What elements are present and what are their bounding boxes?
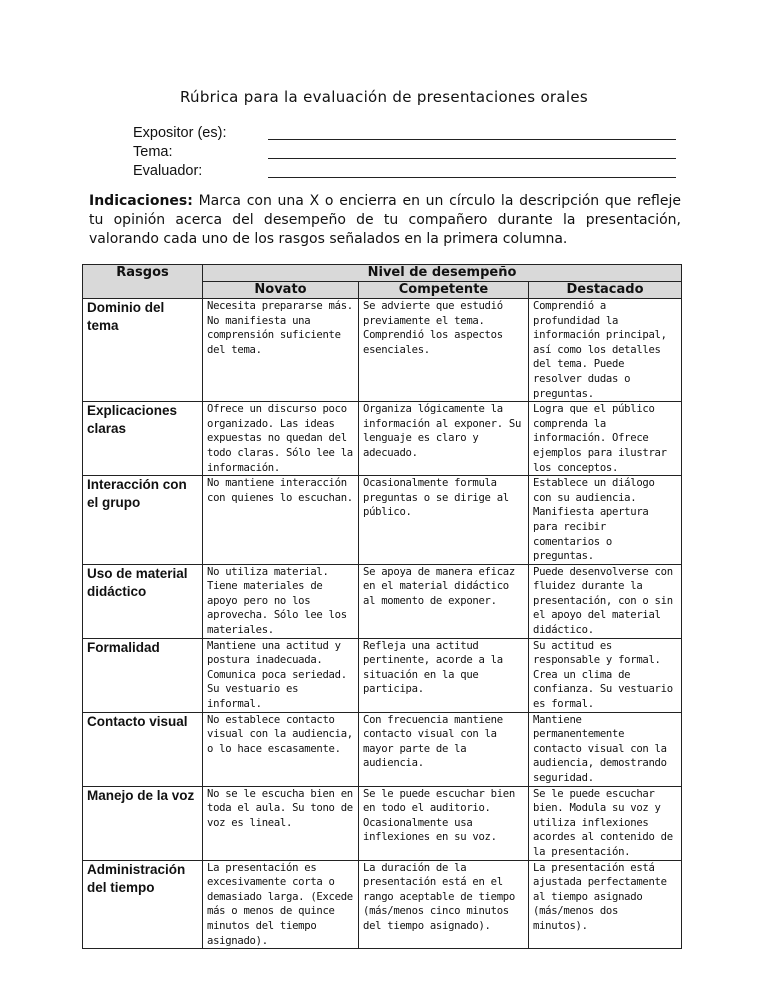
form-label-expositor: Expositor (es): [133, 125, 227, 141]
table-row [83, 860, 682, 949]
form-blank-line-evaluador[interactable] [268, 177, 676, 178]
descriptor-novato[interactable]: No mantiene interacción con quienes lo escuchan. [203, 476, 359, 565]
header-rasgos: Rasgos [83, 265, 203, 299]
instructions-lead: Indicaciones: [89, 193, 193, 209]
instructions-text: Marca con una X o encierra en un círculo la descripción que refleje tu opinión acerca del desempeño de tu compañero durante la presentación, valorando cada uno de los rasgos señalados en la primera columna. [89, 193, 681, 247]
table-row [83, 402, 682, 476]
form-label-tema: Tema: [133, 144, 173, 160]
table-row [83, 299, 682, 402]
descriptor-novato[interactable]: Mantiene una actitud y postura inadecuada. Comunica poca seriedad. Su vestuario es informal. [203, 638, 359, 712]
trait-cell: Dominio del tema [83, 299, 203, 402]
descriptor-competente[interactable]: Refleja una actitud pertinente, acorde a la situación en la que participa. [359, 638, 529, 712]
descriptor-competente[interactable]: Se apoya de manera eficaz en el material didáctico al momento de exponer. [359, 564, 529, 638]
table-row [83, 786, 682, 860]
rubric-table [82, 264, 682, 949]
descriptor-destacado[interactable]: Comprendió a profundidad la información principal, así como los detalles del tema. Puede resolver dudas o preguntas. [529, 299, 682, 402]
trait-cell: Interacción con el grupo [83, 476, 203, 565]
descriptor-competente[interactable]: La duración de la presentación está en el rango aceptable de tiempo (más/menos cinco minutos del tiempo asignado). [359, 860, 529, 949]
table-row [83, 712, 682, 786]
table-row [83, 638, 682, 712]
trait-cell: Uso de material didáctico [83, 564, 203, 638]
trait-cell: Manejo de la voz [83, 786, 203, 860]
descriptor-novato[interactable]: Necesita prepararse más. No manifiesta una comprensión suficiente del tema. [203, 299, 359, 402]
descriptor-novato[interactable]: Ofrece un discurso poco organizado. Las ideas expuestas no quedan del todo claras. Sólo lee la información. [203, 402, 359, 476]
trait-cell: Administración del tiempo [83, 860, 203, 949]
document-title: Rúbrica para la evaluación de presentaciones orales [179, 88, 588, 106]
descriptor-competente[interactable]: Se advierte que estudió previamente el tema. Comprendió los aspectos esenciales. [359, 299, 529, 402]
table-row [83, 476, 682, 565]
descriptor-novato[interactable]: No utiliza material. Tiene materiales de apoyo pero no los aprovecha. Sólo lee los materiales. [203, 564, 359, 638]
trait-cell: Explicaciones claras [83, 402, 203, 476]
header-nivel-desempeno: Nivel de desempeño [203, 265, 682, 282]
descriptor-destacado[interactable]: Establece un diálogo con su audiencia. Manifiesta apertura para recibir comentarios o preguntas. [529, 476, 682, 565]
trait-cell: Contacto visual [83, 712, 203, 786]
form-blank-line-tema[interactable] [268, 158, 676, 159]
descriptor-destacado[interactable]: Logra que el público comprenda la información. Ofrece ejemplos para ilustrar los conceptos. [529, 402, 682, 476]
header-level-destacado: Destacado [529, 282, 682, 299]
descriptor-destacado[interactable]: Se le puede escuchar bien. Modula su voz y utiliza inflexiones acordes al contenido de la presentación. [529, 786, 682, 860]
form-label-evaluador: Evaluador: [133, 163, 203, 179]
descriptor-destacado[interactable]: Puede desenvolverse con fluidez durante la presentación, con o sin el apoyo del material didáctico. [529, 564, 682, 638]
descriptor-destacado[interactable]: La presentación está ajustada perfectamente al tiempo asignado (más/menos dos minutos). [529, 860, 682, 949]
descriptor-novato[interactable]: La presentación es excesivamente corta o demasiado larga. (Excede más o menos de quince minutos del tiempo asignado). [203, 860, 359, 949]
descriptor-competente[interactable]: Se le puede escuchar bien en todo el auditorio. Ocasionalmente usa inflexiones en su voz. [359, 786, 529, 860]
descriptor-competente[interactable]: Organiza lógicamente la información al exponer. Su lenguaje es claro y adecuado. [359, 402, 529, 476]
trait-cell: Formalidad [83, 638, 203, 712]
descriptor-destacado[interactable]: Su actitud es responsable y formal. Crea un clima de confianza. Su vestuario es formal. [529, 638, 682, 712]
descriptor-novato[interactable]: No se le escucha bien en toda el aula. Su tono de voz es lineal. [203, 786, 359, 860]
descriptor-destacado[interactable]: Mantiene permanentemente contacto visual con la audiencia, demostrando seguridad. [529, 712, 682, 786]
form-blank-line-expositor[interactable] [268, 139, 676, 140]
instructions-paragraph [89, 192, 681, 249]
descriptor-novato[interactable]: No establece contacto visual con la audiencia, o lo hace escasamente. [203, 712, 359, 786]
descriptor-competente[interactable]: Ocasionalmente formula preguntas o se dirige al público. [359, 476, 529, 565]
descriptor-competente[interactable]: Con frecuencia mantiene contacto visual con la mayor parte de la audiencia. [359, 712, 529, 786]
header-level-novato: Novato [203, 282, 359, 299]
table-row [83, 564, 682, 638]
header-level-competente: Competente [359, 282, 529, 299]
